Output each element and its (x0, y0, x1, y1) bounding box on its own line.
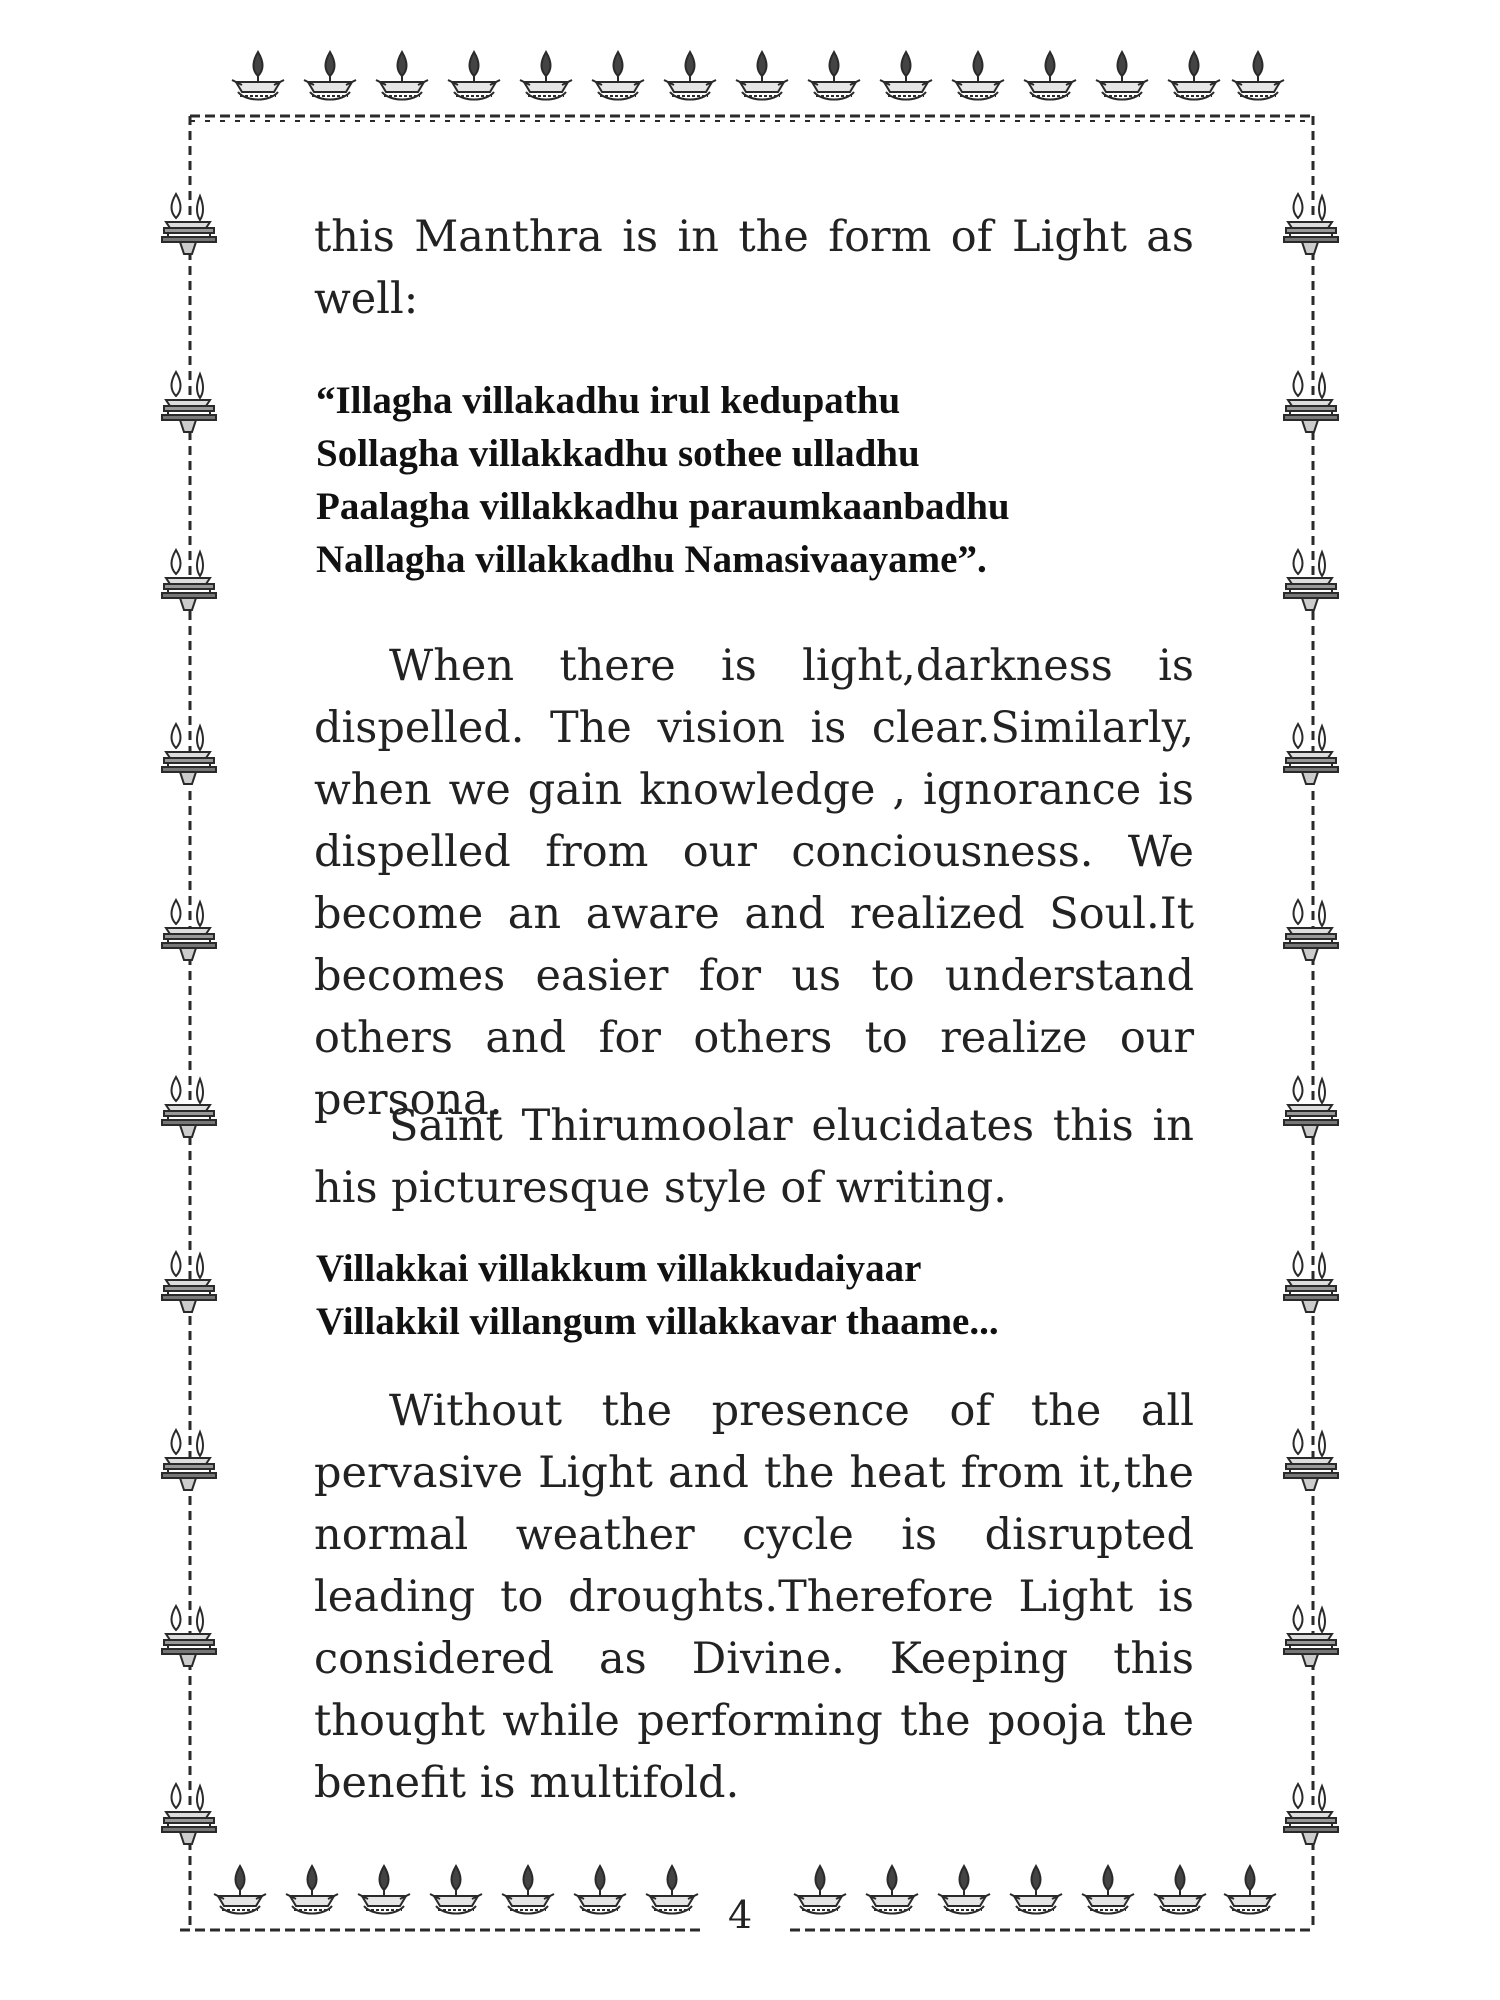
hanging-lamp-icon (1284, 1252, 1338, 1312)
oil-lamp-icon (646, 1866, 698, 1914)
oil-lamp-icon (214, 1866, 266, 1914)
oil-lamp-icon (736, 52, 788, 100)
right-lamp-column (1284, 194, 1338, 1844)
page-number: 4 (728, 1893, 753, 1937)
hanging-lamp-icon (162, 372, 216, 432)
hanging-lamp-icon (1284, 1606, 1338, 1666)
verse-line: Villakkai villakkum villakkudaiyaar (316, 1247, 922, 1290)
oil-lamp-icon (232, 52, 284, 100)
oil-lamp-icon (938, 1866, 990, 1914)
manthra-verse (316, 374, 1196, 586)
oil-lamp-icon (376, 52, 428, 100)
oil-lamp-icon (1082, 1866, 1134, 1914)
oil-lamp-icon (1010, 1866, 1062, 1914)
hanging-lamp-icon (162, 194, 216, 254)
top-lamp-row (232, 52, 1284, 100)
hanging-lamp-icon (162, 1784, 216, 1844)
thirumoolar-paragraph: Saint Thirumoolar elucidates this in his picturesque style of writing. (314, 1101, 1194, 1213)
oil-lamp-icon (952, 52, 1004, 100)
oil-lamp-icon (304, 52, 356, 100)
hanging-lamp-icon (1284, 1077, 1338, 1137)
thirumoolar-verse (316, 1242, 1196, 1348)
oil-lamp-icon (574, 1866, 626, 1914)
oil-lamp-icon (592, 52, 644, 100)
oil-lamp-icon (1232, 52, 1284, 100)
oil-lamp-icon (1096, 52, 1148, 100)
oil-lamp-icon (794, 1866, 846, 1914)
hanging-lamp-icon (1284, 1430, 1338, 1490)
oil-lamp-icon (502, 1866, 554, 1914)
oil-lamp-icon (358, 1866, 410, 1914)
oil-lamp-icon (664, 52, 716, 100)
oil-lamp-icon (1154, 1866, 1206, 1914)
oil-lamp-icon (520, 52, 572, 100)
intro-paragraph: this Manthra is in the form of Light as well: (314, 212, 1194, 324)
oil-lamp-icon (866, 1866, 918, 1914)
verse-line: “Illagha villakadhu irul kedupathu (316, 379, 901, 422)
hanging-lamp-icon (1284, 372, 1338, 432)
verse-line: Sollagha villakkadhu sothee ulladhu (316, 432, 920, 475)
oil-lamp-icon (430, 1866, 482, 1914)
verse-line: Villakkil villangum villakkavar thaame... (316, 1300, 999, 1343)
light-paragraph: When there is light,darkness is dispelled. The vision is clear.Similarly, when we gain knowledge , ignorance is dispelled from our conciousness. We become an aware and realized Soul.It becomes easier for us to understand others and for others to realize our persona. (314, 641, 1194, 1125)
hanging-lamp-icon (162, 900, 216, 960)
hanging-lamp-icon (162, 1077, 216, 1137)
oil-lamp-icon (1168, 52, 1220, 100)
oil-lamp-icon (880, 52, 932, 100)
hanging-lamp-icon (1284, 724, 1338, 784)
oil-lamp-icon (1224, 1866, 1276, 1914)
verse-line: Nallagha villakkadhu Namasivaayame”. (316, 538, 987, 581)
divine-light-paragraph: Without the presence of the all pervasive Light and the heat from it,the normal weather cycle is disrupted leading to droughts.Therefore Light is considered as Divine. Keeping this thought while performing the pooja the benefit is multifold. (314, 1386, 1194, 1808)
hanging-lamp-icon (1284, 194, 1338, 254)
hanging-lamp-icon (162, 1606, 216, 1666)
hanging-lamp-icon (1284, 1784, 1338, 1844)
hanging-lamp-icon (1284, 900, 1338, 960)
oil-lamp-icon (1024, 52, 1076, 100)
oil-lamp-icon (808, 52, 860, 100)
oil-lamp-icon (448, 52, 500, 100)
verse-line: Paalagha villakkadhu paraumkaanbadhu (316, 485, 1010, 528)
oil-lamp-icon (286, 1866, 338, 1914)
hanging-lamp-icon (1284, 550, 1338, 610)
